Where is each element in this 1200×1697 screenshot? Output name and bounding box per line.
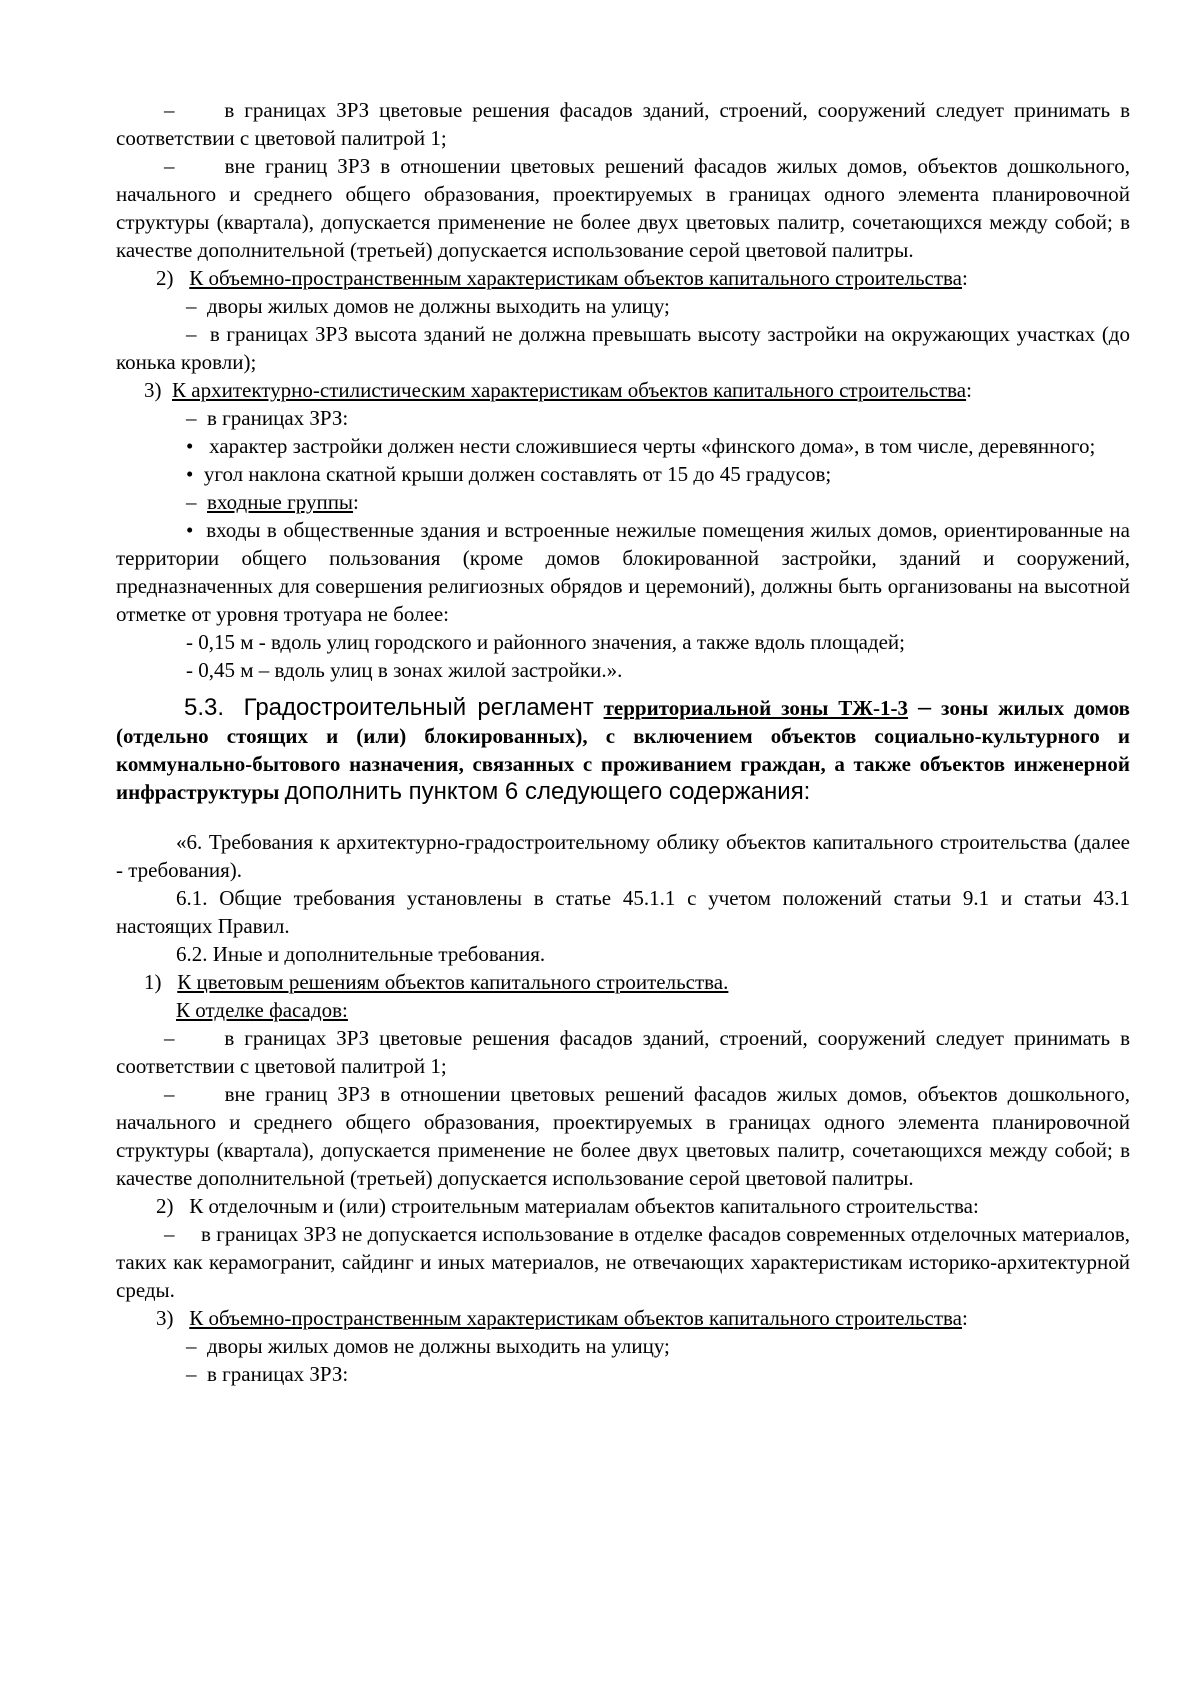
dash-item — [116, 1360, 1130, 1388]
zone-name: территориальной зоны ТЖ-1-3 — [603, 696, 908, 720]
heading-lead: Градостроительный регламент — [243, 694, 594, 721]
punctuation: : — [962, 1306, 968, 1330]
underlined-heading: К архитектурно-стилистическим характеристикам объектов капитального строительства — [172, 378, 967, 402]
dash-item — [116, 488, 1130, 516]
dash-marker: – — [186, 322, 197, 346]
numbered-item — [116, 376, 1130, 404]
list-line — [116, 656, 1130, 684]
paragraph — [116, 1220, 1130, 1304]
dash-marker: – — [164, 1026, 175, 1050]
punctuation: : — [962, 266, 968, 290]
dash-marker: – — [164, 98, 175, 122]
dash-marker: – — [164, 1082, 175, 1106]
dash-marker: – — [186, 1362, 197, 1386]
paragraph — [116, 1080, 1130, 1192]
paragraph-text: в границах ЗРЗ высота зданий не должна превышать высоту застройки на окружающих участках (до конька кровли); — [116, 322, 1130, 374]
paragraph-text: 6.2. Иные и дополнительные требования. — [176, 942, 546, 966]
item-number: 2) — [156, 1194, 174, 1218]
dash-marker: – — [164, 154, 175, 178]
paragraph-text: в границах ЗРЗ цветовые решения фасадов зданий, строений, сооружений следует принимать в соответствии с цветовой палитрой 1; — [116, 1026, 1130, 1078]
paragraph-text: угол наклона скатной крыши должен составлять от 15 до 45 градусов; — [203, 462, 832, 486]
paragraph — [116, 96, 1130, 152]
heading-tail: дополнить пунктом 6 следующего содержания: — [284, 778, 811, 805]
heading-dash: – — [917, 694, 932, 721]
paragraph — [116, 828, 1130, 884]
paragraph — [116, 940, 1130, 968]
subheading — [116, 996, 1130, 1024]
zone-description: зоны жилых домов (отдельно стоящих и (или) блокированных), с включением объектов социально-культурного и коммунально-бытового назначения, связанных с проживанием граждан, а также объектов инженерной инфраструктуры — [116, 696, 1131, 804]
paragraph-text: «6. Требования к архитектурно-градостроительному облику объектов капитального строительства (далее - требования). — [116, 830, 1130, 882]
paragraph-text: характер застройки должен нести сложившиеся черты «финского дома», в том числе, деревянного; — [209, 434, 1096, 458]
paragraph-text: дворы жилых домов не должны выходить на улицу; — [207, 294, 670, 318]
dash-marker: – — [186, 1334, 197, 1358]
bullet-item — [116, 432, 1130, 460]
dash-marker: – — [186, 490, 197, 514]
underlined-heading: входные группы — [207, 490, 354, 514]
bullet-item — [116, 516, 1130, 628]
dash-marker: – — [186, 294, 197, 318]
document-page — [116, 96, 1130, 1388]
punctuation: : — [353, 490, 359, 514]
underlined-heading: К отделке фасадов: — [176, 998, 348, 1022]
underlined-heading: К цветовым решениям объектов капитального строительства. — [177, 970, 729, 994]
underlined-heading: К объемно-пространственным характеристикам объектов капитального строительства — [189, 266, 963, 290]
paragraph-text: входы в общественные здания и встроенные нежилые помещения жилых домов, ориентированные на территории общего пользования (кроме домов блокированной застройки, зданий и сооружений, предназначенных для совершения религиозных обрядов и церемоний), должны быть организованы на высотной отметке от уровня тротуара не более: — [116, 518, 1130, 626]
section-heading — [116, 694, 1130, 806]
paragraph-text: - 0,15 м - вдоль улиц городского и районного значения, а также вдоль площадей; — [186, 630, 906, 654]
item-number: 3) — [156, 1306, 174, 1330]
paragraph-text: вне границ ЗРЗ в отношении цветовых решений фасадов жилых домов, объектов дошкольного, начального и среднего общего образования, проектируемых в границах одного элемента планировочной структуры (квартала), допускается применение не более двух цветовых палитр, сочетающихся между собой; в качестве дополнительной (третьей) допускается использование серой цветовой палитры. — [116, 154, 1130, 262]
item-number: 2) — [156, 266, 174, 290]
punctuation: : — [966, 378, 972, 402]
dash-item — [116, 404, 1130, 432]
paragraph — [116, 1024, 1130, 1080]
numbered-item — [116, 264, 1130, 292]
paragraph-text: дворы жилых домов не должны выходить на улицу; — [207, 1334, 670, 1358]
paragraph-text: в границах ЗРЗ цветовые решения фасадов зданий, строений, сооружений следует принимать в соответствии с цветовой палитрой 1; — [116, 98, 1130, 150]
section-number: 5.3. — [184, 694, 225, 721]
paragraph-text: вне границ ЗРЗ в отношении цветовых решений фасадов жилых домов, объектов дошкольного, начального и среднего общего образования, проектируемых в границах одного элемента планировочной структуры (квартала), допускается применение не более двух цветовых палитр, сочетающихся между собой; в качестве дополнительной (третьей) допускается использование серой цветовой палитры. — [116, 1082, 1130, 1190]
paragraph — [116, 152, 1130, 264]
paragraph-text: в границах ЗРЗ: — [207, 1362, 349, 1386]
item-number: 1) — [144, 970, 162, 994]
numbered-item — [116, 968, 1130, 996]
paragraph-text: 6.1. Общие требования установлены в статье 45.1.1 с учетом положений статьи 9.1 и статьи 43.1 настоящих Правил. — [116, 886, 1130, 938]
dash-item — [116, 1332, 1130, 1360]
paragraph-text: - 0,45 м – вдоль улиц в зонах жилой застройки.». — [186, 658, 623, 682]
dash-marker: – — [164, 1222, 175, 1246]
dash-item — [116, 320, 1130, 376]
numbered-item — [116, 1304, 1130, 1332]
underlined-heading: К объемно-пространственным характеристикам объектов капитального строительства — [189, 1306, 963, 1330]
paragraph-text: К отделочным и (или) строительным материалам объектов капитального строительства: — [189, 1194, 979, 1218]
dash-marker: – — [186, 406, 197, 430]
bullet-item — [116, 460, 1130, 488]
bullet-marker: • — [186, 462, 194, 486]
list-line — [116, 628, 1130, 656]
bullet-marker: • — [186, 434, 194, 458]
paragraph-text: в границах ЗРЗ не допускается использование в отделке фасадов современных отделочных материалов, таких как керамогранит, сайдинг и иных материалов, не отвечающих характеристикам историко-архитектурной среды. — [116, 1222, 1130, 1302]
numbered-item — [116, 1192, 1130, 1220]
paragraph — [116, 884, 1130, 940]
dash-item — [116, 292, 1130, 320]
bullet-marker: • — [186, 518, 194, 542]
paragraph-text: в границах ЗРЗ: — [207, 406, 349, 430]
item-number: 3) — [144, 378, 162, 402]
